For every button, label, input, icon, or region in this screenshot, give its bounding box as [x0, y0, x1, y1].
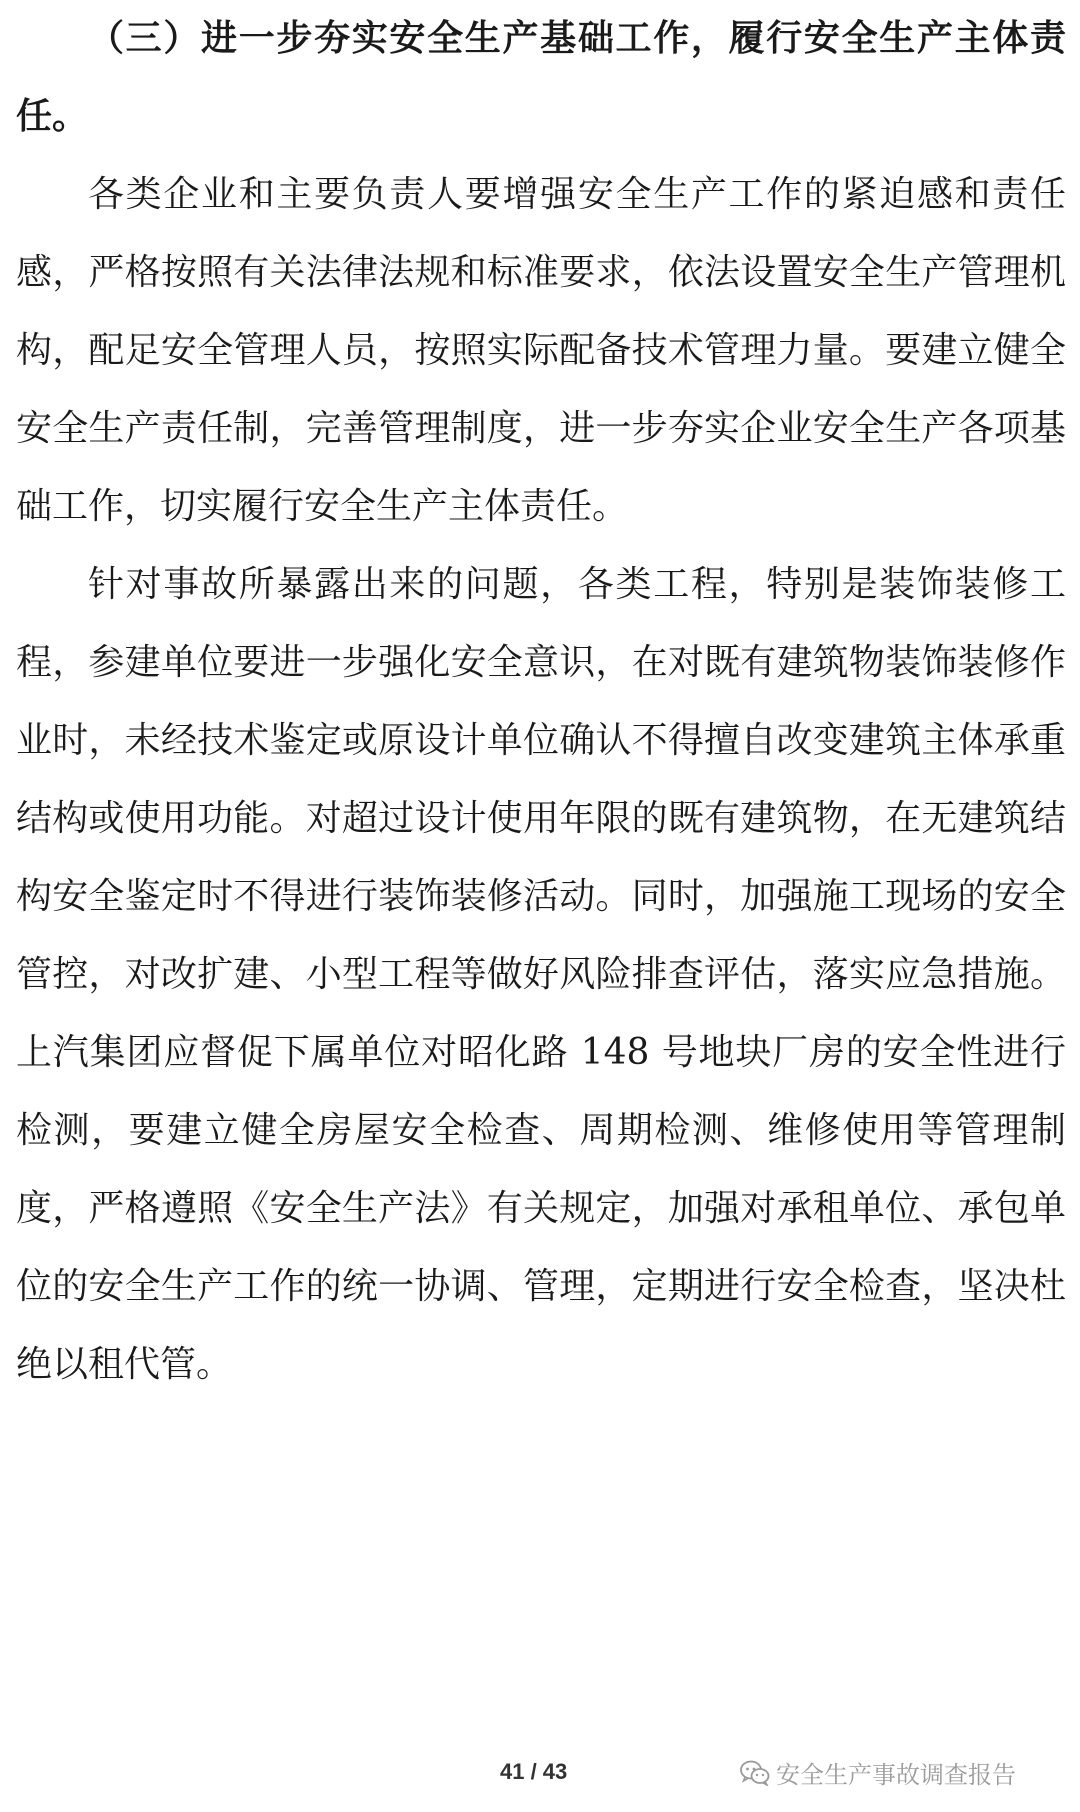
watermark: [740, 1755, 1016, 1790]
document-body: [16, 0, 1066, 1404]
wechat-icon: [740, 1760, 770, 1786]
paragraph-2: 针对事故所暴露出来的问题，各类工程，特别是装饰装修工程，参建单位要进一步强化安全意识，在对既有建筑物装饰装修作业时，未经技术鉴定或原设计单位确认不得擅自改变建筑主体承重结构或使用功能。对超过设计使用年限的既有建筑物，在无建筑结构安全鉴定时不得进行装饰装修活动。同时，加强施工现场的安全管控，对改扩建、小型工程等做好风险排查评估，落实应急措施。上汽集团应督促下属单位对昭化路 148 号地块厂房的安全性进行检测，要建立健全房屋安全检查、周期检测、维修使用等管理制度，严格遵照《安全生产法》有关规定，加强对承租单位、承包单位的安全生产工作的统一协调、管理，定期进行安全检查，坚决杜绝以租代管。: [16, 564, 1066, 1385]
page-number: 41 / 43: [500, 1759, 568, 1784]
page-footer: [0, 1755, 1080, 1795]
paragraph-1: 各类企业和主要负责人要增强安全生产工作的紧迫感和责任感，严格按照有关法律法规和标准要求，依法设置安全生产管理机构，配足安全管理人员，按照实际配备技术管理力量。要建立健全安全生产责任制，完善管理制度，进一步夯实企业安全生产各项基础工作，切实履行安全生产主体责任。: [16, 174, 1066, 527]
section-heading: （三）进一步夯实安全生产基础工作，履行安全生产主体责任。: [16, 18, 1066, 137]
watermark-text: 安全生产事故调查报告: [776, 1761, 1016, 1789]
